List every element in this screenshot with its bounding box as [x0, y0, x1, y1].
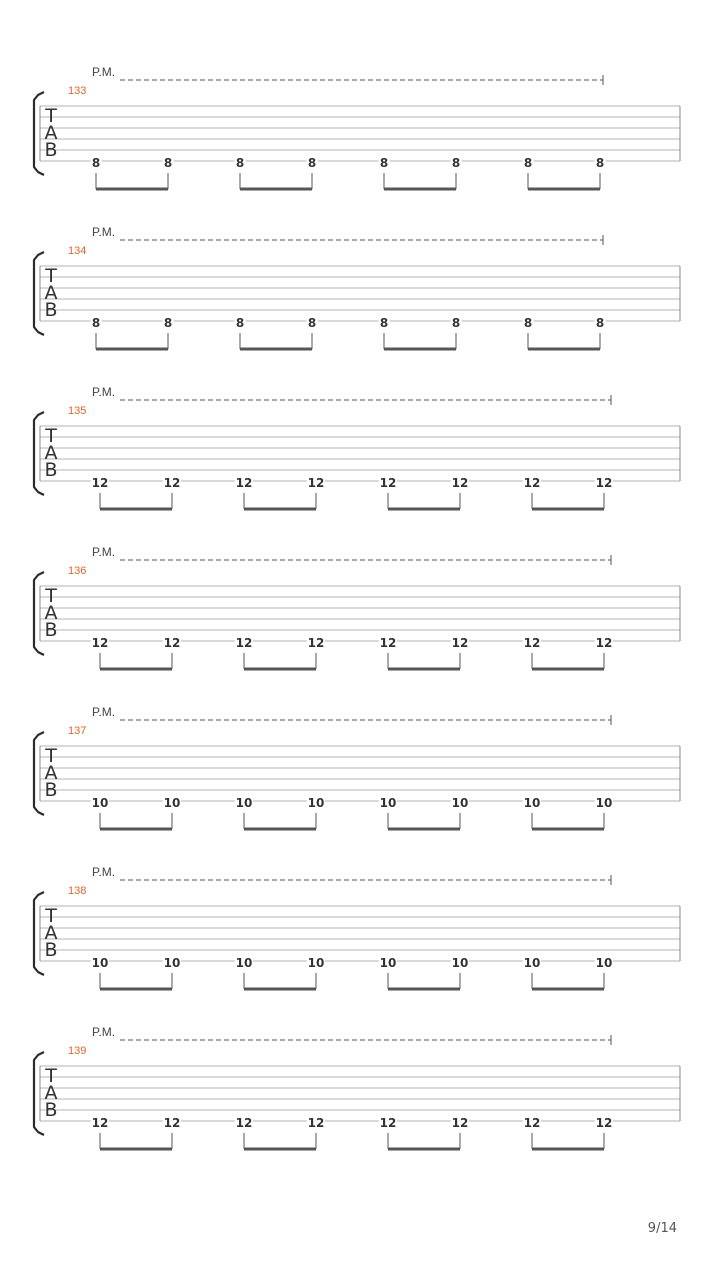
fret-number: 10	[235, 956, 253, 970]
fret-number: 10	[523, 796, 541, 810]
measure-number: 138	[68, 885, 87, 897]
tab-clef-letter: A	[44, 122, 58, 144]
measure-number: 136	[68, 565, 87, 577]
palm-mute-label: P.M.	[92, 865, 116, 879]
measure-number: 135	[68, 405, 87, 417]
fret-number: 10	[595, 796, 613, 810]
tab-clef-letter: T	[45, 585, 57, 607]
fret-number: 8	[523, 156, 533, 170]
tab-clef-letter: A	[44, 442, 58, 464]
fret-number: 10	[235, 796, 253, 810]
fret-number: 12	[235, 1116, 253, 1130]
tab-clef-letter: T	[45, 425, 57, 447]
fret-number: 12	[235, 636, 253, 650]
fret-number: 8	[91, 316, 101, 330]
tab-clef-letter: T	[45, 1065, 57, 1087]
fret-number: 12	[595, 476, 613, 490]
fret-number: 12	[235, 476, 253, 490]
fret-number: 8	[307, 156, 317, 170]
fret-number: 8	[379, 316, 389, 330]
fret-number: 10	[91, 796, 109, 810]
tab-clef-letter: B	[44, 139, 58, 161]
system-bracket	[34, 892, 44, 975]
palm-mute-label: P.M.	[92, 385, 116, 399]
fret-number: 8	[451, 156, 461, 170]
fret-number: 12	[163, 636, 181, 650]
fret-number: 8	[163, 316, 173, 330]
fret-number: 12	[379, 636, 397, 650]
palm-mute-label: P.M.	[92, 705, 116, 719]
tab-system	[34, 225, 680, 349]
tab-system	[34, 865, 680, 989]
fret-number: 10	[379, 956, 397, 970]
tab-clef-letter: B	[44, 619, 58, 641]
tab-clef-letter: A	[44, 282, 58, 304]
fret-number: 10	[91, 956, 109, 970]
measure-number: 139	[68, 1045, 87, 1057]
fret-number: 8	[91, 156, 101, 170]
fret-number: 12	[91, 476, 109, 490]
fret-number: 12	[91, 1116, 109, 1130]
system-bracket	[34, 412, 44, 495]
tab-system	[34, 705, 680, 829]
system-bracket	[34, 252, 44, 335]
fret-number: 10	[379, 796, 397, 810]
page-number: 9/14	[647, 1221, 677, 1236]
fret-number: 12	[307, 476, 325, 490]
fret-number: 8	[307, 316, 317, 330]
fret-number: 10	[307, 956, 325, 970]
fret-number: 10	[523, 956, 541, 970]
fret-number: 12	[451, 476, 469, 490]
tab-clef-letter: B	[44, 1099, 58, 1121]
tab-clef-letter: T	[45, 105, 57, 127]
measure-number: 133	[68, 85, 87, 97]
fret-number: 12	[91, 636, 109, 650]
fret-number: 8	[235, 316, 245, 330]
palm-mute-label: P.M.	[92, 225, 116, 239]
tab-system	[34, 545, 680, 669]
fret-number: 12	[523, 636, 541, 650]
measure-number: 137	[68, 725, 87, 737]
fret-number: 12	[163, 476, 181, 490]
tab-clef-letter: T	[45, 265, 57, 287]
fret-number: 12	[451, 636, 469, 650]
fret-number: 12	[379, 476, 397, 490]
fret-number: 12	[451, 1116, 469, 1130]
tab-clef-letter: B	[44, 939, 58, 961]
fret-number: 8	[595, 316, 605, 330]
fret-number: 10	[163, 796, 181, 810]
tab-clef-letter: A	[44, 602, 58, 624]
fret-number: 8	[451, 316, 461, 330]
fret-number: 12	[307, 1116, 325, 1130]
fret-number: 10	[307, 796, 325, 810]
tab-system	[34, 385, 680, 509]
tab-clef-letter: A	[44, 762, 58, 784]
system-bracket	[34, 1052, 44, 1135]
fret-number: 12	[163, 1116, 181, 1130]
system-bracket	[34, 92, 44, 175]
tab-clef-letter: A	[44, 922, 58, 944]
palm-mute-label: P.M.	[92, 65, 116, 79]
fret-number: 12	[595, 1116, 613, 1130]
fret-number: 8	[523, 316, 533, 330]
system-bracket	[34, 572, 44, 655]
palm-mute-label: P.M.	[92, 1025, 116, 1039]
tab-system	[34, 1025, 680, 1149]
fret-number: 8	[235, 156, 245, 170]
fret-number: 12	[595, 636, 613, 650]
tab-clef-letter: B	[44, 459, 58, 481]
fret-number: 10	[163, 956, 181, 970]
fret-number: 12	[523, 476, 541, 490]
fret-number: 8	[595, 156, 605, 170]
palm-mute-label: P.M.	[92, 545, 116, 559]
tab-clef-letter: T	[45, 905, 57, 927]
system-bracket	[34, 732, 44, 815]
tab-clef-letter: T	[45, 745, 57, 767]
tab-clef-letter: A	[44, 1082, 58, 1104]
tab-clef-letter: B	[44, 299, 58, 321]
tab-system	[34, 65, 680, 189]
fret-number: 8	[163, 156, 173, 170]
fret-number: 8	[379, 156, 389, 170]
fret-number: 12	[379, 1116, 397, 1130]
fret-number: 12	[307, 636, 325, 650]
fret-number: 10	[595, 956, 613, 970]
fret-number: 12	[523, 1116, 541, 1130]
tab-clef-letter: B	[44, 779, 58, 801]
fret-number: 10	[451, 796, 469, 810]
measure-number: 134	[68, 245, 87, 257]
fret-number: 10	[451, 956, 469, 970]
